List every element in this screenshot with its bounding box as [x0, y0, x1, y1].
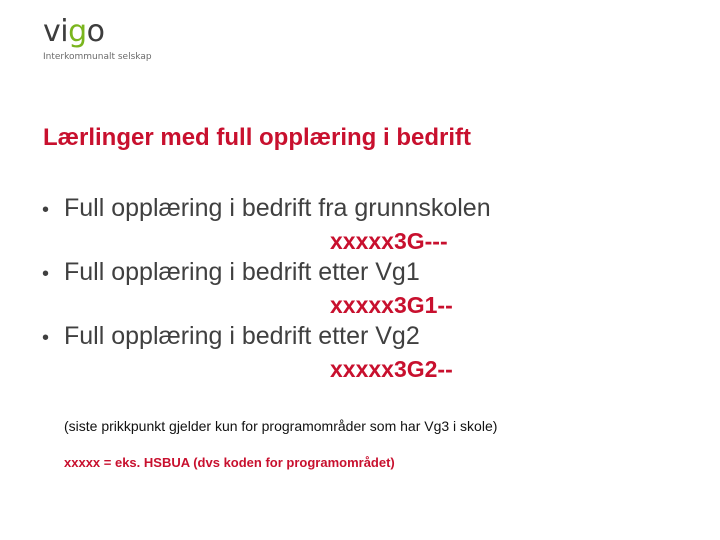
slide-title: Lærlinger med full opplæring i bedrift	[43, 124, 472, 151]
bullet-code: xxxxx3G1--	[330, 292, 453, 318]
bullet-item-vg2	[42, 320, 682, 384]
logo-word-end: o	[86, 14, 105, 49]
bullet-line	[42, 192, 682, 226]
bullet-line	[42, 320, 682, 354]
logo-word-start: vi	[43, 14, 69, 49]
bullet-item-grunnskolen	[42, 192, 682, 256]
bullet-item-vg1	[42, 256, 682, 320]
logo-word-highlight: g	[68, 14, 87, 49]
bullet-dot: •	[42, 199, 50, 221]
logo-wordmark	[43, 14, 152, 50]
bullet-text: Full opplæring i bedrift etter Vg2	[64, 322, 420, 350]
bullet-line	[42, 256, 682, 290]
bullet-text: Full opplæring i bedrift etter Vg1	[64, 258, 420, 286]
code-definition: xxxxx = eks. HSBUA (dvs koden for programområdet)	[64, 455, 395, 470]
bullet-code: xxxxx3G---	[330, 228, 448, 254]
bullet-list	[42, 192, 682, 384]
vigo-logo	[43, 14, 152, 62]
logo-tagline: Interkommunalt selskap	[43, 52, 152, 62]
bullet-dot: •	[42, 327, 50, 349]
bullet-dot: •	[42, 263, 50, 285]
bullet-code: xxxxx3G2--	[330, 356, 453, 382]
bullet-text: Full opplæring i bedrift fra grunnskolen	[64, 194, 491, 222]
footnote: (siste prikkpunkt gjelder kun for programområder som har Vg3 i skole)	[64, 418, 498, 434]
